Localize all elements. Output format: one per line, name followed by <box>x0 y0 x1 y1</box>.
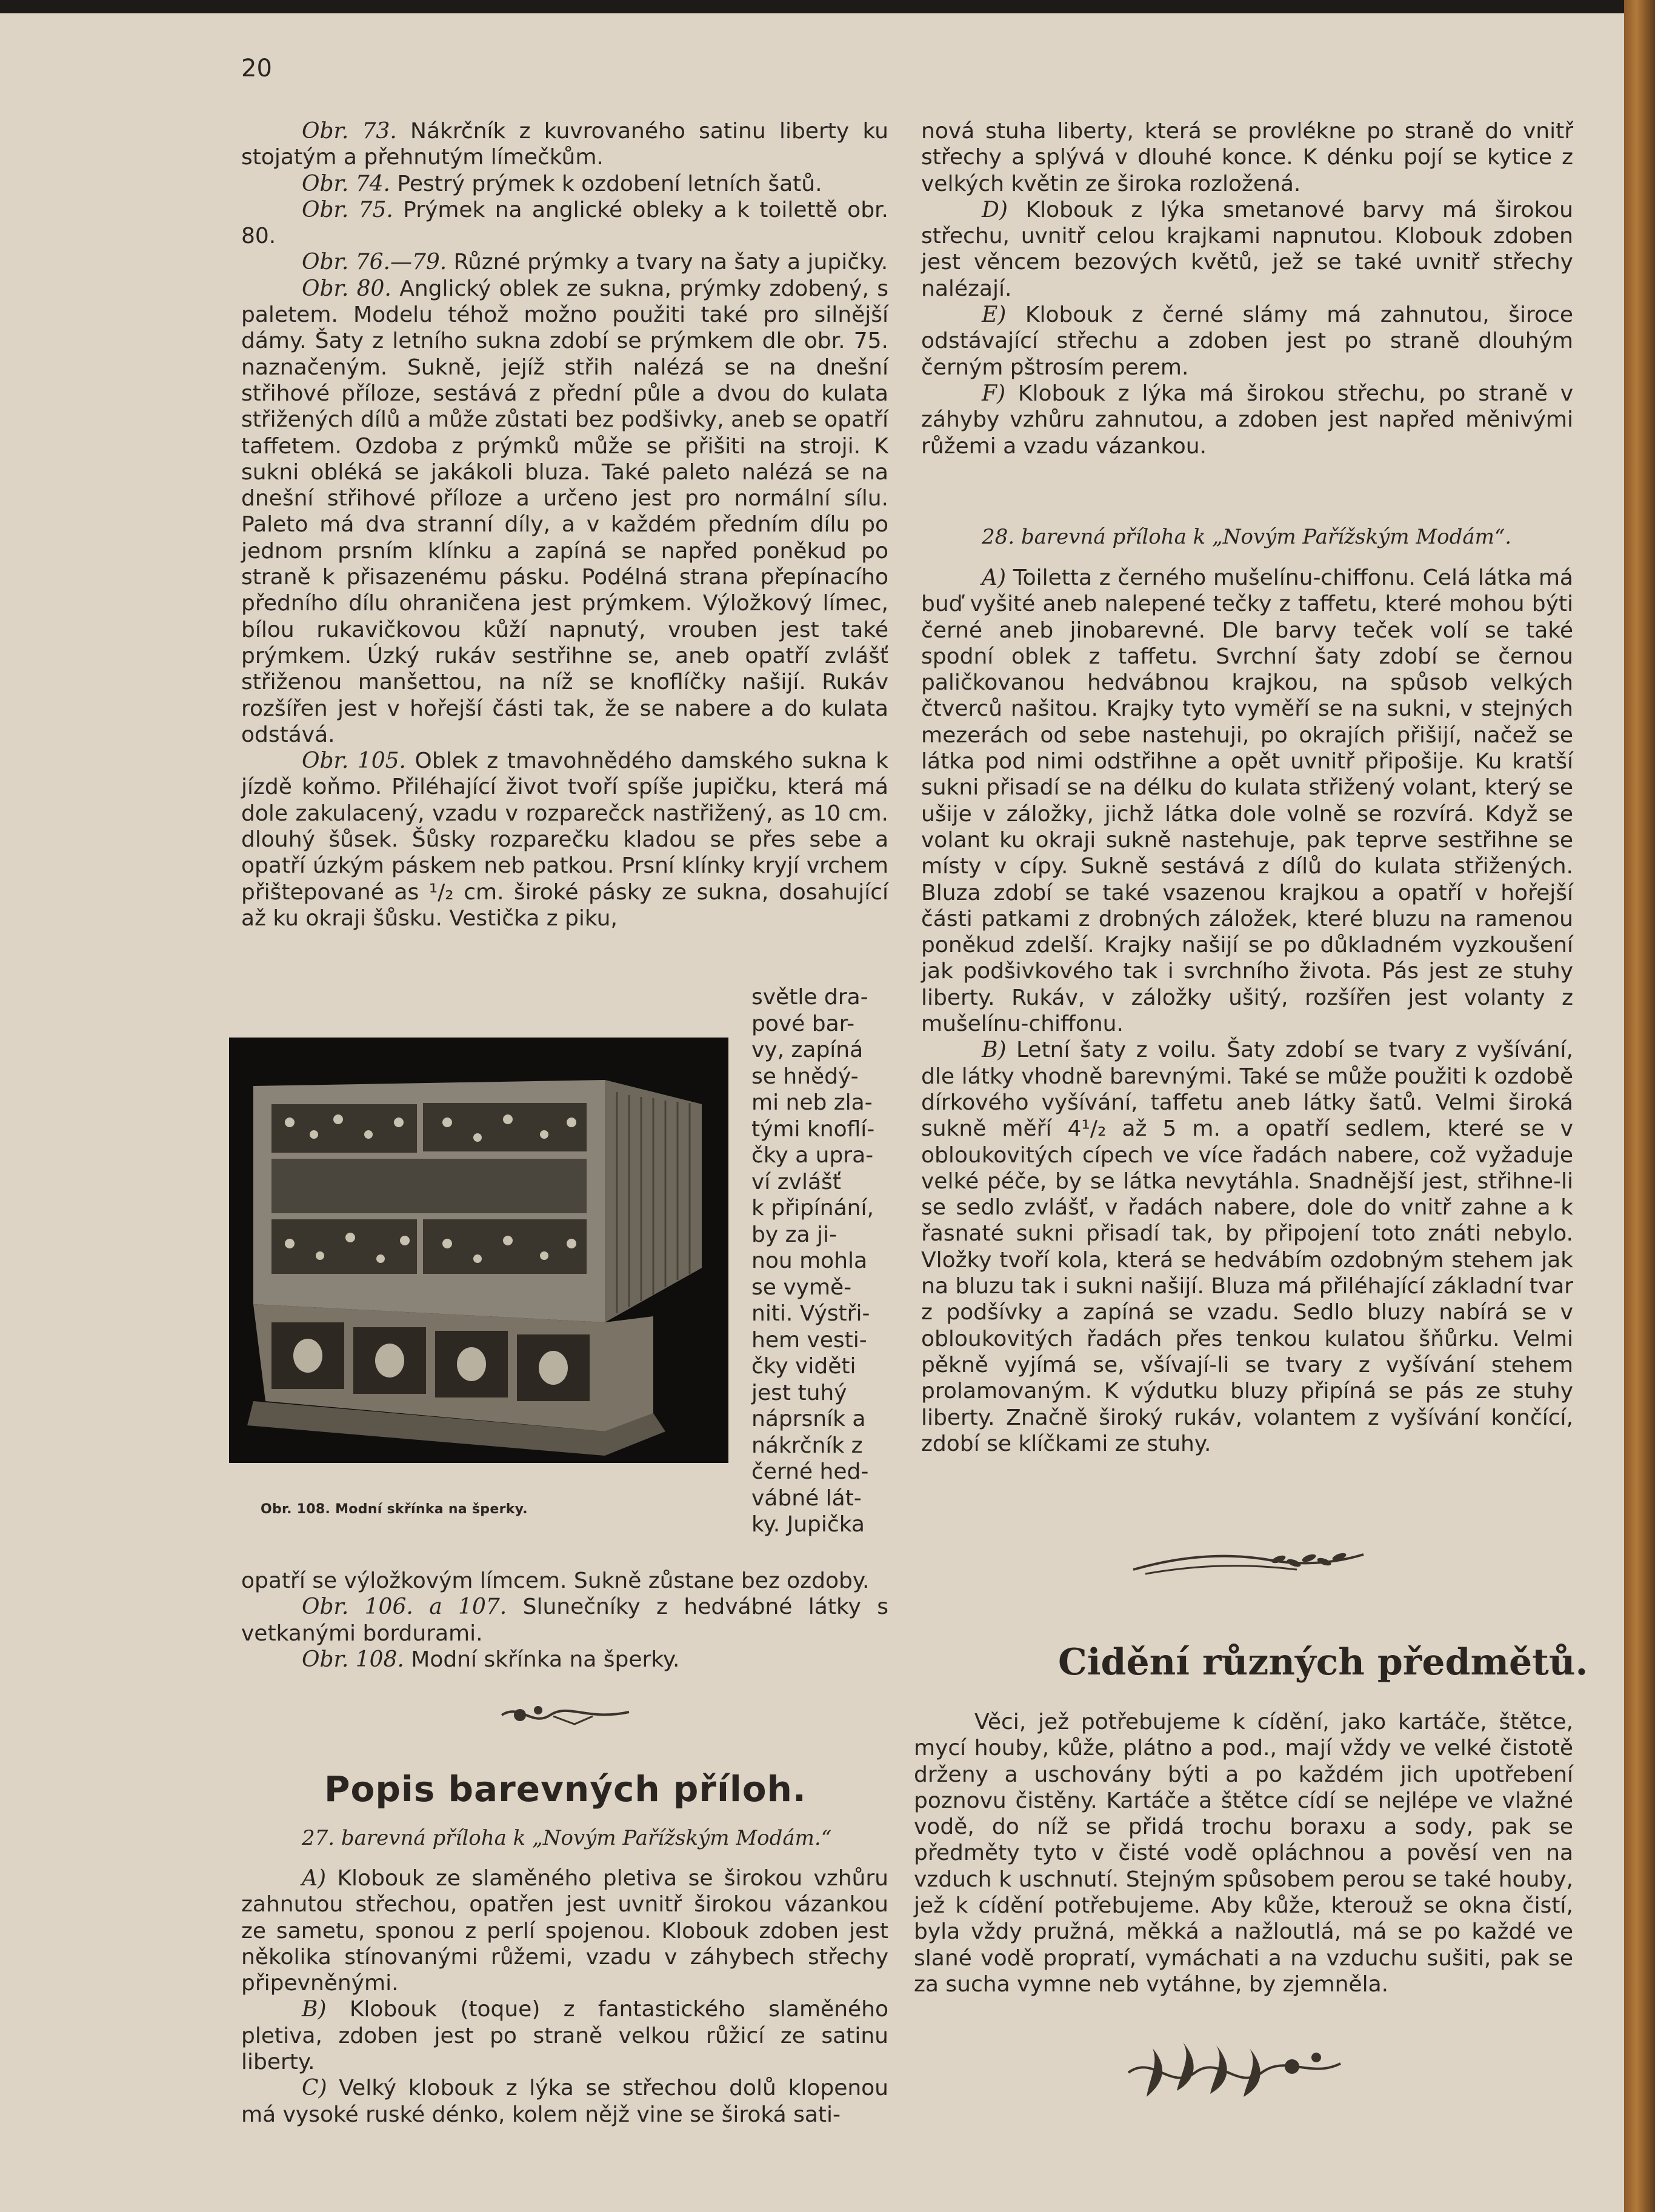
paragraph-text: nová stuha liberty, která se provlékne po straně do vnitř střechy a splývá v dlouhé konce. K dénku pojí se kytice z velkých květin ze široka rozložená. <box>921 119 1573 196</box>
figure-reference: Obr. 108. <box>302 1647 404 1672</box>
paragraph-text: Klobouk z lýka smetanové barvy má širokou střechu, uvnitř celou krajkami napnutou. Klobouk zdoben jest věncem bezových květů, jež se také uvnitř střechy nalézají. <box>921 197 1573 301</box>
paragraph-text: opatří se výložkovým límcem. Sukně zůstane bez ozdoby. <box>241 1568 870 1593</box>
paragraph-text: Oblek z tmavohnědého damského sukna k jízdě koňmo. Přiléhající život tvoří spíše jupičku, která má dole zakulacený, vzadu v rozparečck nastřižený, as 10 cm. dlouhý šůsek. Šůsky rozparečku kladou se přes sebe a opatří úzkým páskem neb patkou. Prsní klínky kryjí vrchem přištepované as ¹/₂ cm. široké pásky ze sukna, dosahující až ku okraji šůsku. Vestička z piku, <box>241 748 888 931</box>
paragraph <box>241 1568 888 1594</box>
figure-reference: A) <box>302 1866 327 1891</box>
floral-ornament-small <box>496 1697 635 1733</box>
paragraph <box>921 302 1573 381</box>
paragraph-text: Různé prýmky a tvary na šaty a jupičky. <box>447 250 888 275</box>
paragraph-text: Slunečníky z hedvábné látky s vetkanými bordurami. <box>241 1594 888 1646</box>
page-number: 20 <box>241 55 272 82</box>
heading-popis: Popis barevných příloh. <box>324 1768 807 1810</box>
wrapped-line: jest tuhý <box>751 1380 847 1405</box>
paragraph <box>241 197 888 250</box>
subheading-27: 27. barevná příloha k „Novým Pařížským Modám.“ <box>302 1826 832 1850</box>
wrapped-line: hem vesti- <box>751 1327 867 1353</box>
paragraph-text: Klobouk z černé slámy má zahnutou, široce odstávající střechu a zdoben jest po straně dlouhým černým pštrosím perem. <box>921 302 1573 380</box>
photo-caption: Obr. 108. Modní skřínka na šperky. <box>261 1502 528 1517</box>
paragraph <box>921 1037 1573 1457</box>
paragraph <box>241 1865 888 1996</box>
paragraph-text: Prýmek na anglické obleky a k toilettě obr. 80. <box>241 197 889 249</box>
jewelry-box-photo <box>229 1038 728 1463</box>
wrapped-line: niti. Výstři- <box>751 1301 870 1326</box>
wrapped-line: nákrčník z <box>751 1433 863 1458</box>
paragraph <box>241 276 888 748</box>
paragraph <box>241 1647 888 1673</box>
paragraph <box>241 748 888 931</box>
figure-reference: Obr. 76.—79. <box>302 250 447 275</box>
figure-reference: A) <box>982 565 1007 590</box>
figure-reference: E) <box>982 302 1007 328</box>
left-column-after-photo <box>241 1568 888 1673</box>
figure-reference: F) <box>982 381 1006 406</box>
paragraph <box>241 1996 888 2075</box>
figure-reference: Obr. 73. <box>302 119 397 144</box>
left-column-figure-descriptions <box>241 118 888 931</box>
heading-cideni: Cidění různých předmětů. <box>1058 1641 1588 1684</box>
wrapped-line: k připínání, <box>751 1196 874 1221</box>
paragraph <box>241 2075 888 2128</box>
right-column-plate-27-continued <box>921 118 1573 459</box>
narrow-wrapped-text <box>751 984 890 1538</box>
subheading-28: 28. barevná příloha k „Novým Pařížským Modám“. <box>982 525 1512 549</box>
wrapped-line: světle dra- <box>751 985 868 1010</box>
paragraph <box>241 249 888 275</box>
figure-reference: Obr. 75. <box>302 197 393 222</box>
paragraph-text: Klobouk z lýka má širokou střechu, po straně v záhyby vzhůru zahnutou, a zdoben jest napřed měnivými růžemi a vzadu vázankou. <box>921 381 1573 459</box>
wrapped-line: čky a upra- <box>751 1143 874 1168</box>
wrapped-line: pové bar- <box>751 1011 855 1036</box>
wrapped-line: vy, zapíná <box>751 1038 864 1062</box>
paragraph-text: Pestrý prýmek k ozdobení letních šatů. <box>390 171 822 196</box>
wrapped-line: se vymě- <box>751 1274 852 1300</box>
top-margin-strip <box>0 0 1655 13</box>
figure-reference: B) <box>982 1038 1007 1063</box>
paragraph <box>921 197 1573 302</box>
wrapped-line: černé hed- <box>751 1459 869 1484</box>
wheat-ornament <box>1127 1536 1370 1591</box>
figure-reference: Obr. 80. <box>302 276 391 301</box>
paragraph-text: Letní šaty z voilu. Šaty zdobí se tvary z vyšívání, dle látky vhodně barevnými. Také se může použiti k ozdobě dírkového vyšívání, taffetu aneb látky šatů. Velmi široká sukně měří 4¹/₂ až 5 m. a opatří sedlem, které se v obloukovitých cípech ve více řadách nabere, což vyžaduje velké péče, by se látka nevytáhla. Snadnější jest, střihne-li se sedlo zvlášť, v řadách nabere, dole do vnitř zahne a k řasnaté sukni přisadí tak, by připojení toto znáti nebylo. Vložky tvoří kola, která se hedvábím ozdobným stehem jak na bluzu tak i sukni našijí. Bluza má přiléhající základní tvar z podšívky a zapíná se vzadu. Sedlo bluzy nabírá se v obloukovitých řadách přes tenkou kulatou šňůrku. Velmi pěkně vyjímá se, všívají-li se tvary z vyšívání stehem prolamovaným. K výdutku bluzy připíná se pás ze stuhy liberty. Značně široký rukáv, volantem z vyšívání končící, zdobí se klíčkami ze stuhy. <box>921 1038 1573 1456</box>
paragraph <box>921 565 1573 1037</box>
figure-reference: D) <box>982 197 1008 222</box>
figure-reference: Obr. 105. <box>302 748 406 774</box>
paragraph-text: Klobouk ze slaměného pletiva se širokou vzhůru zahnutou střechou, opatřen jest uvnitř širokou vázankou ze sametu, sponou z perlí spojenou. Klobouk zdoben jest několika stínovanými růžemi, vzadu v záhybech střechy připevněnými. <box>241 1866 888 1996</box>
cideni-paragraph: Věci, jež potřebujeme k cídění, jako kartáče, štětce, mycí houby, kůže, plátno a pod., mají vždy ve velké čistotě drženy a uschovány býti a po každém jich upotřebení poznovu čistěny. Kartáče a štětce cídí se nejlépe ve vlažné vodě, do níž se přidá trochu boraxu a sody, pak se předměty tyto v čisté vodě opláchnou a pověsí ven na vzduch k uschnutí. Stejným spůsobem perou se také houby, jež k cídění potřebujeme. Aby kůže, kterouž se okna čistí, byla vždy pružná, měkká a nažloutlá, má se po každé ve slané vodě propratí, vymáchati a na vzduchu sušiti, pak se za sucha vymne neb vytáhne, by zjemněla. <box>914 1710 1573 1997</box>
floral-ornament-bottom <box>1116 2030 1353 2109</box>
wrapped-line: nou mohla <box>751 1248 868 1273</box>
wrapped-line: čky viděti <box>751 1354 856 1379</box>
figure-reference: Obr. 106. a 107. <box>302 1594 507 1620</box>
wrapped-line: náprsník a <box>751 1407 866 1431</box>
figure-reference: Obr. 74. <box>302 171 390 196</box>
figure-reference: B) <box>302 1997 327 2022</box>
paragraph <box>241 118 888 171</box>
plate-28-descriptions <box>921 565 1573 1457</box>
plate-27-descriptions <box>241 1865 888 2128</box>
paragraph <box>921 118 1573 197</box>
paragraph <box>241 1594 888 1647</box>
book-edge <box>1624 0 1655 2212</box>
paragraph-text: Nákrčník z kuvrovaného satinu liberty ku stojatým a přehnutým límečkům. <box>241 119 889 170</box>
paragraph-text: Anglický oblek ze sukna, prýmky zdobený, s paletem. Modelu téhož možno použiti také pro silnější dámy. Šaty z letního sukna zdobí se prýmkem dle obr. 75. naznačeným. Sukně, jejíž střih nalézá se na dnešní střihové příloze, sestává z přední půle a dvou do kulata střižených dílů a může zůstati bez podšivky, aneb se opatří taffetem. Ozdoba z prýmků může se přišiti na stroji. K sukni obléká se jakákoli bluza. Také paleto nalézá se na dnešní střihové příloze a určeno jest pro normální sílu. Paleto má dva stranní díly, a v každém předním dílu po jednom prsním klínku a zapíná se napřed poněkud po straně k přisazenému pásku. Podélná strana přepínacího předního dílu ohraničena jest prýmkem. Výložkový límec, bílou rukavičkovou kůží napnutý, vrouben jest také prýmkem. Úzký rukáv sestřihne se, aneb opatří zvlášť střiženou manšettou, na níž se knoflíčky našijí. Rukáv rozšířen jest v hořejší části tak, že se nabere a do kulata odstává. <box>241 276 888 747</box>
wrapped-line: tými knoflí- <box>751 1116 875 1142</box>
wrapped-line: se hnědý- <box>751 1064 859 1089</box>
paragraph-text: Velký klobouk z lýka se střechou dolů klopenou má vysoké ruské dénko, kolem nějž vine se široká sati- <box>241 2076 888 2127</box>
paragraph-text: Modní skřínka na šperky. <box>404 1647 680 1672</box>
wrapped-line: vábné lát- <box>751 1485 862 1511</box>
paragraph-text: Klobouk (toque) z fantastického slaměného pletiva, zdoben jest po straně velkou růžicí ze satinu liberty. <box>241 1997 888 2075</box>
wrapped-line: by za ji- <box>751 1222 837 1247</box>
figure-reference: C) <box>302 2076 327 2101</box>
wrapped-line: mi neb zla- <box>751 1090 873 1115</box>
paragraph-text: Toiletta z černého mušelínu-chiffonu. Celá látka má buď vyšité aneb nalepené tečky z taffetu, které mohou býti černé aneb jinobarevné. Dle barvy teček volí se také spodní oblek z taffetu. Svrchní šaty zdobí se černou paličkovanou hedvábnou krajkou, na spůsob velkých čtverců našitou. Krajky tyto vyměří se na sukni, v stejných mezerách od sebe nastehuji, po okrajích přišijí, načež se látka pod nimi odstřihne a opět uvnitř připošije. Ku kratší sukni přisadí se na délku do kulata střižený volant, který se ušije v záložky, jichž látka dole volně se rozvírá. Když se volant ku okraji sukně nastehuje, pak teprve sestřihne se místy v cípy. Sukně sestává z dílů do kulata střižených. Bluza zdobí se také vsazenou krajkou a opatří v hořejší části patkami z drobných záložek, které bluzu na ramenou poněkud zdelší. Krajky našijí se po důkladném vyzkoušení jak podšivkového tak i svrchního života. Pás jest ze stuhy liberty. Rukáv, v záložky ušitý, rozšířen jest volanty z mušelínu-chiffonu. <box>921 565 1573 1037</box>
paragraph <box>921 381 1573 459</box>
cideni-text <box>914 1709 1573 1997</box>
wrapped-line: ví zvlášť <box>751 1169 841 1194</box>
paragraph <box>241 171 888 197</box>
wrapped-line: ky. Jupička <box>751 1512 865 1537</box>
